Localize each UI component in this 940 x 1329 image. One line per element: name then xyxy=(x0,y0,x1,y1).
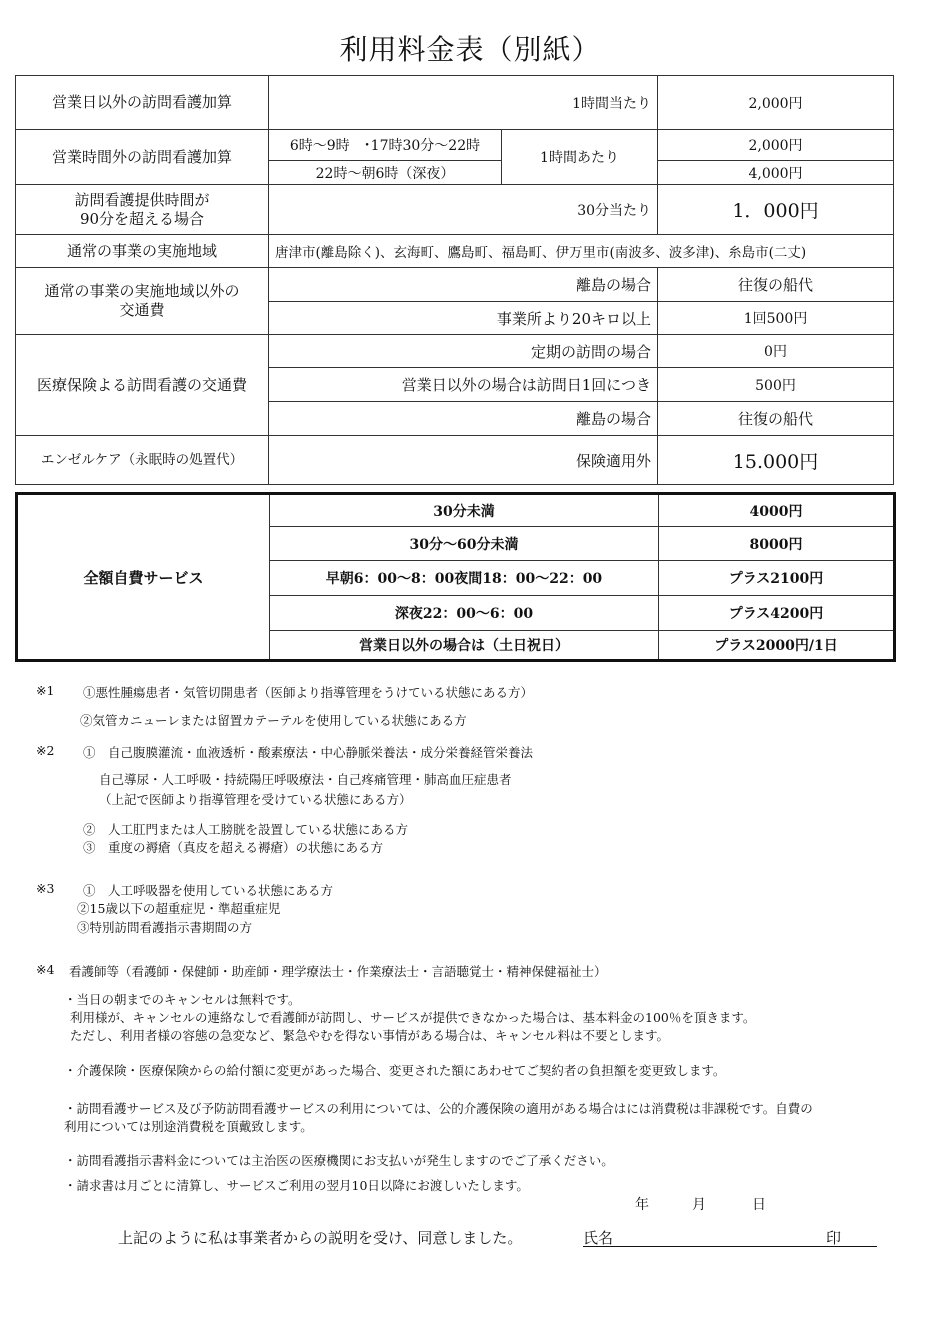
self-pay-price: 4000円 xyxy=(659,494,895,527)
note-text: ②15歳以下の超重症児・準超重症児 xyxy=(77,901,281,916)
signature-seal-label: 印 xyxy=(826,1229,842,1247)
self-pay-item: 30分～60分未満 xyxy=(270,527,659,561)
self-pay-price: プラス2000円/1日 xyxy=(659,631,895,661)
note-mark: ※1 xyxy=(36,683,55,698)
fee-price: 0円 xyxy=(658,335,894,368)
self-pay-item: 早朝6：00～8：00夜間18：00～22：00 xyxy=(270,561,659,596)
fee-unit: 1時間当たり xyxy=(269,76,658,130)
note-text: 看護師等（看護師・保健師・助産師・理学療法士・作業療法士・言語聴覚士・精神保健福祉士） xyxy=(69,964,607,979)
fee-price: 往復の船代 xyxy=(658,402,894,436)
note-text: ②気管カニューレまたは留置カテーテルを使用している状態にある方 xyxy=(80,713,467,728)
fee-price: 1．000円 xyxy=(658,185,894,235)
page-title: 利用料金表（別紙） xyxy=(339,33,601,66)
fee-unit: 定期の訪問の場合 xyxy=(269,335,658,368)
note-text: 自己導尿・人工呼吸・持続陽圧呼吸療法・自己疼痛管理・肺高血圧症患者 xyxy=(99,772,512,787)
fee-unit: 営業日以外の場合は訪問日1回につき xyxy=(269,368,658,402)
note-text: ③特別訪問看護指示書期間の方 xyxy=(77,920,253,935)
fee-label: エンゼルケア（永眠時の処置代） xyxy=(16,436,269,485)
date-day: 日 xyxy=(752,1197,766,1213)
signature-name-label: 氏名 xyxy=(583,1229,614,1247)
note-text: （上記で医師より指導管理を受けている状態にある方） xyxy=(99,792,412,807)
fee-unit: 離島の場合 xyxy=(269,402,658,436)
self-pay-label: 全額自費サービス xyxy=(17,494,270,661)
cancel-policy-text: 利用様が、キャンセルの連絡なしで看護師が訪問し、サービスが提供できなかった場合は、基本料金の100％を頂きます。 xyxy=(70,1010,756,1025)
note-mark: ※4 xyxy=(36,962,55,977)
fee-label: 通常の事業の実施地域 xyxy=(16,235,269,268)
fee-label-line2: 90分を超える場合 xyxy=(79,209,205,228)
self-pay-price: 8000円 xyxy=(659,527,895,561)
tax-note: 利用については別途消費税を頂戴致します。 xyxy=(64,1119,313,1134)
fee-price: 1回500円 xyxy=(658,302,894,335)
fee-label: 営業時間外の訪問看護加算 xyxy=(16,130,269,185)
fee-price: 4,000円 xyxy=(658,161,894,185)
fee-price: 500円 xyxy=(658,368,894,402)
note-mark: ※2 xyxy=(36,743,55,758)
fee-unit: 1時間あたり xyxy=(502,130,658,185)
service-area-text: 唐津市(離島除く)、玄海町、鷹島町、福島町、伊万里市(南波多、波多津)、糸島市(二丈) xyxy=(269,235,894,268)
note-text: ①悪性腫瘍患者・気管切開患者（医師より指導管理をうけている状態にある方） xyxy=(83,685,534,700)
fee-label-line1: 訪問看護提供時間が xyxy=(74,190,210,209)
fee-price: 2,000円 xyxy=(658,76,894,130)
billing-note: ・請求書は月ごとに清算し、サービスご利用の翌月10日以降にお渡しいたします。 xyxy=(64,1178,529,1193)
signature-line[interactable] xyxy=(583,1246,877,1247)
payment-note: ・介護保険・医療保険からの給付額に変更があった場合、変更された額にあわせてご契約者の負担額を変更致します。 xyxy=(64,1063,726,1078)
fee-price: 2,000円 xyxy=(658,130,894,161)
cancel-policy-text: ・当日の朝までのキャンセルは無料です。 xyxy=(64,992,301,1007)
cancel-policy-text: ただし、利用者様の容態の急変など、緊急やむを得ない事情がある場合は、キャンセル料は不要とします。 xyxy=(70,1028,670,1043)
fee-unit: 保険適用外 xyxy=(269,436,658,485)
date-year: 年 xyxy=(635,1197,649,1213)
self-pay-item: 営業日以外の場合は（土日祝日） xyxy=(270,631,659,661)
instruction-fee-note: ・訪問看護指示書料金については主治医の医療機関にお支払いが発生しますのでご了承ください。 xyxy=(64,1153,614,1168)
fee-label-line1: 通常の事業の実施地域以外の xyxy=(44,282,240,301)
fee-label: 医療保険よる訪問看護の交通費 xyxy=(16,335,269,436)
fee-price: 15.000円 xyxy=(658,436,894,485)
note-text: ③ 重度の褥瘡（真皮を超える褥瘡）の状態にある方 xyxy=(83,840,384,855)
tax-note: ・訪問看護サービス及び予防訪問看護サービスの利用については、公的介護保険の適用がある場合はには消費税は非課税です。自費の xyxy=(64,1101,813,1116)
fee-unit: 30分当たり xyxy=(269,185,658,235)
fee-unit: 事業所より20キロ以上 xyxy=(269,302,658,335)
note-mark: ※3 xyxy=(36,881,55,896)
note-text: ② 人工肛門または人工膀胱を設置している状態にある方 xyxy=(83,822,409,837)
fee-label-line2: 交通費 xyxy=(119,301,165,319)
consent-statement: 上記のように私は事業者からの説明を受け、同意しました。 xyxy=(118,1229,523,1247)
self-pay-price: プラス2100円 xyxy=(659,561,895,596)
self-pay-price: プラス4200円 xyxy=(659,596,895,631)
note-text: ① 自己腹膜灌流・血液透析・酸素療法・中心静脈栄養法・成分栄養経管栄養法 xyxy=(83,745,534,760)
fee-time: 22時～朝6時（深夜） xyxy=(269,161,502,185)
self-pay-item: 30分未満 xyxy=(270,494,659,527)
fee-price: 往復の船代 xyxy=(658,268,894,302)
self-pay-item: 深夜22：00～6：00 xyxy=(270,596,659,631)
date-month: 月 xyxy=(692,1197,706,1213)
note-text: ① 人工呼吸器を使用している状態にある方 xyxy=(83,883,334,898)
fee-label: 営業日以外の訪問看護加算 xyxy=(16,76,269,130)
fee-time: 6時～9時 ･17時30分～22時 xyxy=(269,130,502,161)
fee-unit: 離島の場合 xyxy=(269,268,658,302)
